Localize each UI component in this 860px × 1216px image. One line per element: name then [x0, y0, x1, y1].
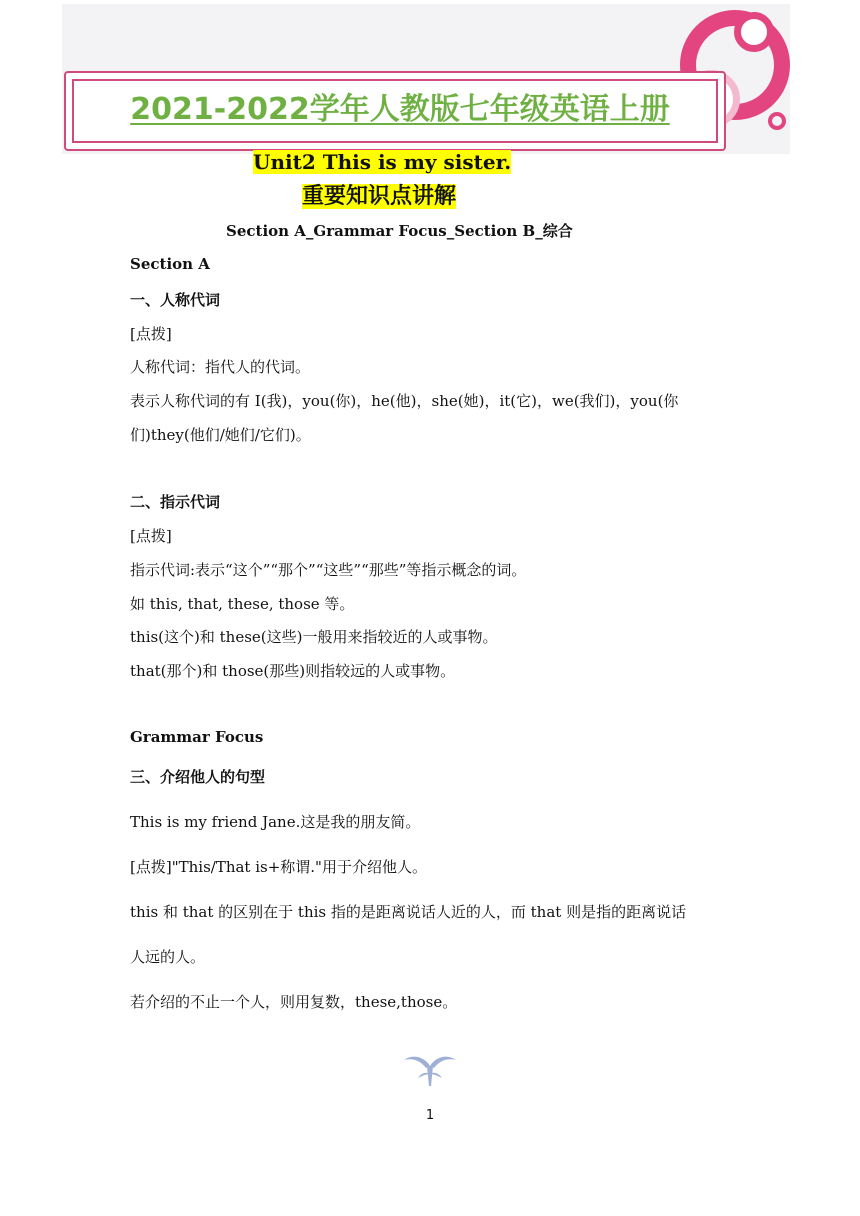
body-text: 若介绍的不止一个人，则用复数，these,those。	[130, 993, 458, 1011]
tip-label: [点拨]	[130, 527, 172, 545]
tip-label: [点拨]	[130, 325, 172, 343]
body-text: [点拨]"This/That is+称谓."用于介绍他人。	[130, 858, 427, 876]
grammar-focus-heading: Grammar Focus	[130, 728, 264, 746]
unit-title-text: Unit2 This is my sister.	[253, 150, 512, 174]
section-heading: Section A_Grammar Focus_Section B_综合	[226, 222, 573, 240]
unit-title	[253, 150, 511, 174]
example-sentence: This is my friend Jane.这是我的朋友简。	[130, 813, 421, 831]
body-text: 人称代词：指代人的代词。	[130, 358, 311, 376]
page-number: 1	[425, 1108, 435, 1123]
subtitle	[302, 179, 456, 210]
decorative-circle	[734, 12, 774, 52]
heading-demonstrative-pronouns: 二、指示代词	[130, 493, 221, 511]
body-text: this(这个)和 these(这些)一般用来指较近的人或事物。	[130, 628, 498, 646]
body-text: 指示代词:表示“这个”“那个”“这些”“那些”等指示概念的词。	[130, 561, 527, 579]
heading-introducing-others: 三、介绍他人的句型	[130, 768, 266, 786]
flourish-ornament-icon	[404, 1052, 456, 1088]
body-text: 们)they(他们/她们/它们)。	[130, 426, 311, 444]
body-text: 如 this, that, these, those 等。	[130, 595, 355, 613]
body-text: this 和 that 的区别在于 this 指的是距离说话人近的人，而 that 则是指的距离说话	[130, 903, 687, 921]
document-title: 2021-2022学年人教版七年级英语上册	[130, 92, 670, 127]
body-text: that(那个)和 those(那些)则指较远的人或事物。	[130, 662, 456, 680]
heading-personal-pronouns: 一、人称代词	[130, 291, 221, 309]
section-a-heading: Section A	[130, 255, 210, 273]
subtitle-text: 重要知识点讲解	[302, 184, 457, 209]
body-text: 人远的人。	[130, 948, 206, 966]
body-text: 表示人称代词的有 I(我)，you(你)，he(他)，she(她)，it(它)，we(我们)，you(你	[130, 392, 679, 410]
